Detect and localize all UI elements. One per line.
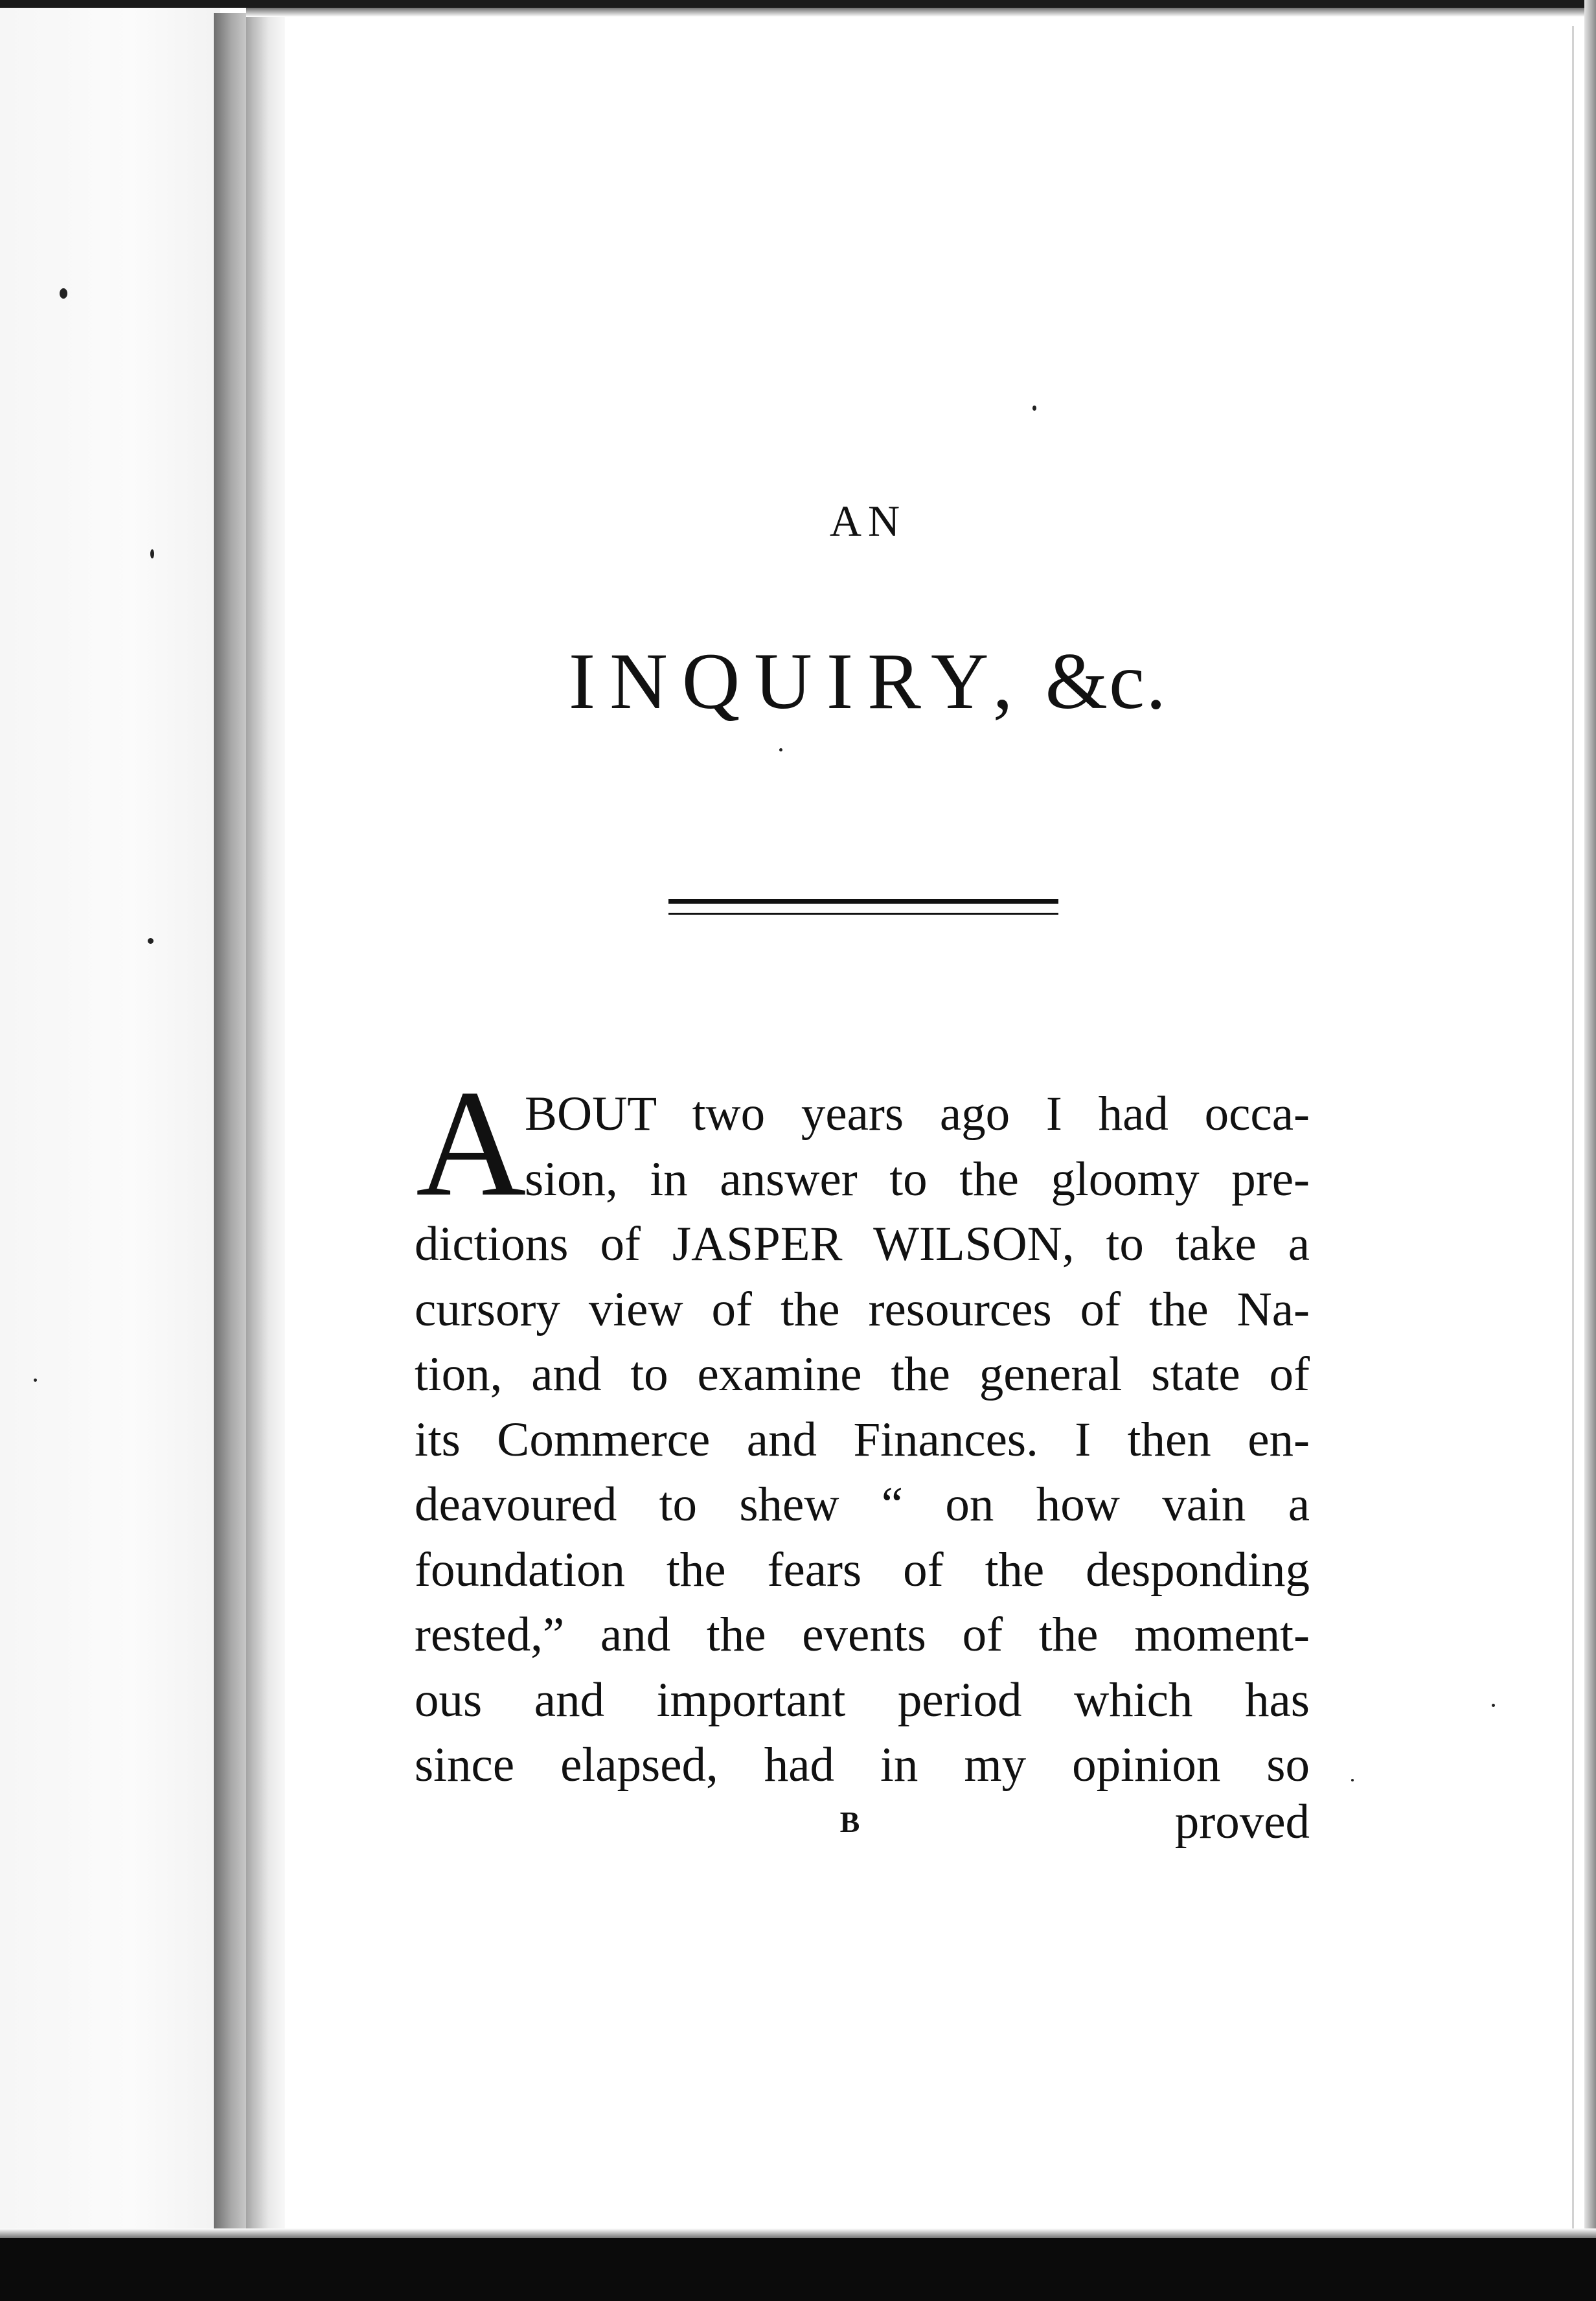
text-line: tion, and to examine the general state of <box>415 1347 1310 1401</box>
ink-speck <box>779 748 782 751</box>
ink-speck <box>150 549 154 558</box>
text-line: dictions of JASPER WILSON, to take a <box>415 1217 1310 1271</box>
signature-mark: B <box>839 1805 860 1838</box>
text-line: deavoured to shew “ on how vain a <box>415 1478 1310 1531</box>
text-line: BOUT two years ago I had occa- <box>525 1087 1310 1141</box>
drop-cap: A <box>416 1059 527 1228</box>
text-line: ous and important period which has <box>415 1673 1310 1727</box>
gutter-shadow <box>246 0 268 2228</box>
scan-right-edge <box>1584 0 1596 2301</box>
heading-an: AN <box>829 496 907 545</box>
scan-bottom-edge <box>0 2238 1596 2301</box>
double-rule-bottom <box>668 913 1058 915</box>
text-line: sion, in answer to the gloomy pre- <box>525 1152 1310 1206</box>
page-top-shadow <box>246 8 1596 17</box>
ink-speck <box>60 288 67 299</box>
text-line: since elapsed, had in my opinion so <box>415 1738 1310 1792</box>
page-edge-line <box>1572 26 1574 2228</box>
ink-speck <box>1351 1779 1354 1781</box>
footer-catchline <box>415 1794 1310 1859</box>
ink-speck <box>34 1379 37 1382</box>
body-paragraph <box>415 1082 1310 1798</box>
title-etc: &c. <box>1045 637 1168 726</box>
facing-page-margin <box>0 0 220 2301</box>
page-title <box>492 637 1244 726</box>
catchword: proved <box>1174 1795 1310 1849</box>
ink-speck <box>148 938 154 944</box>
double-rule-top <box>668 899 1058 904</box>
ink-speck <box>1492 1704 1495 1707</box>
title-word: INQUIRY, <box>568 637 1027 726</box>
text-line: cursory view of the resources of the Na- <box>415 1282 1310 1336</box>
text-line: its Commerce and Finances. I then en- <box>415 1412 1310 1467</box>
scan-top-edge <box>0 0 1596 8</box>
text-line: rested,” and the events of the moment- <box>415 1608 1310 1662</box>
ink-speck <box>1032 406 1036 411</box>
text-line: foundation the fears of the desponding <box>415 1542 1310 1597</box>
